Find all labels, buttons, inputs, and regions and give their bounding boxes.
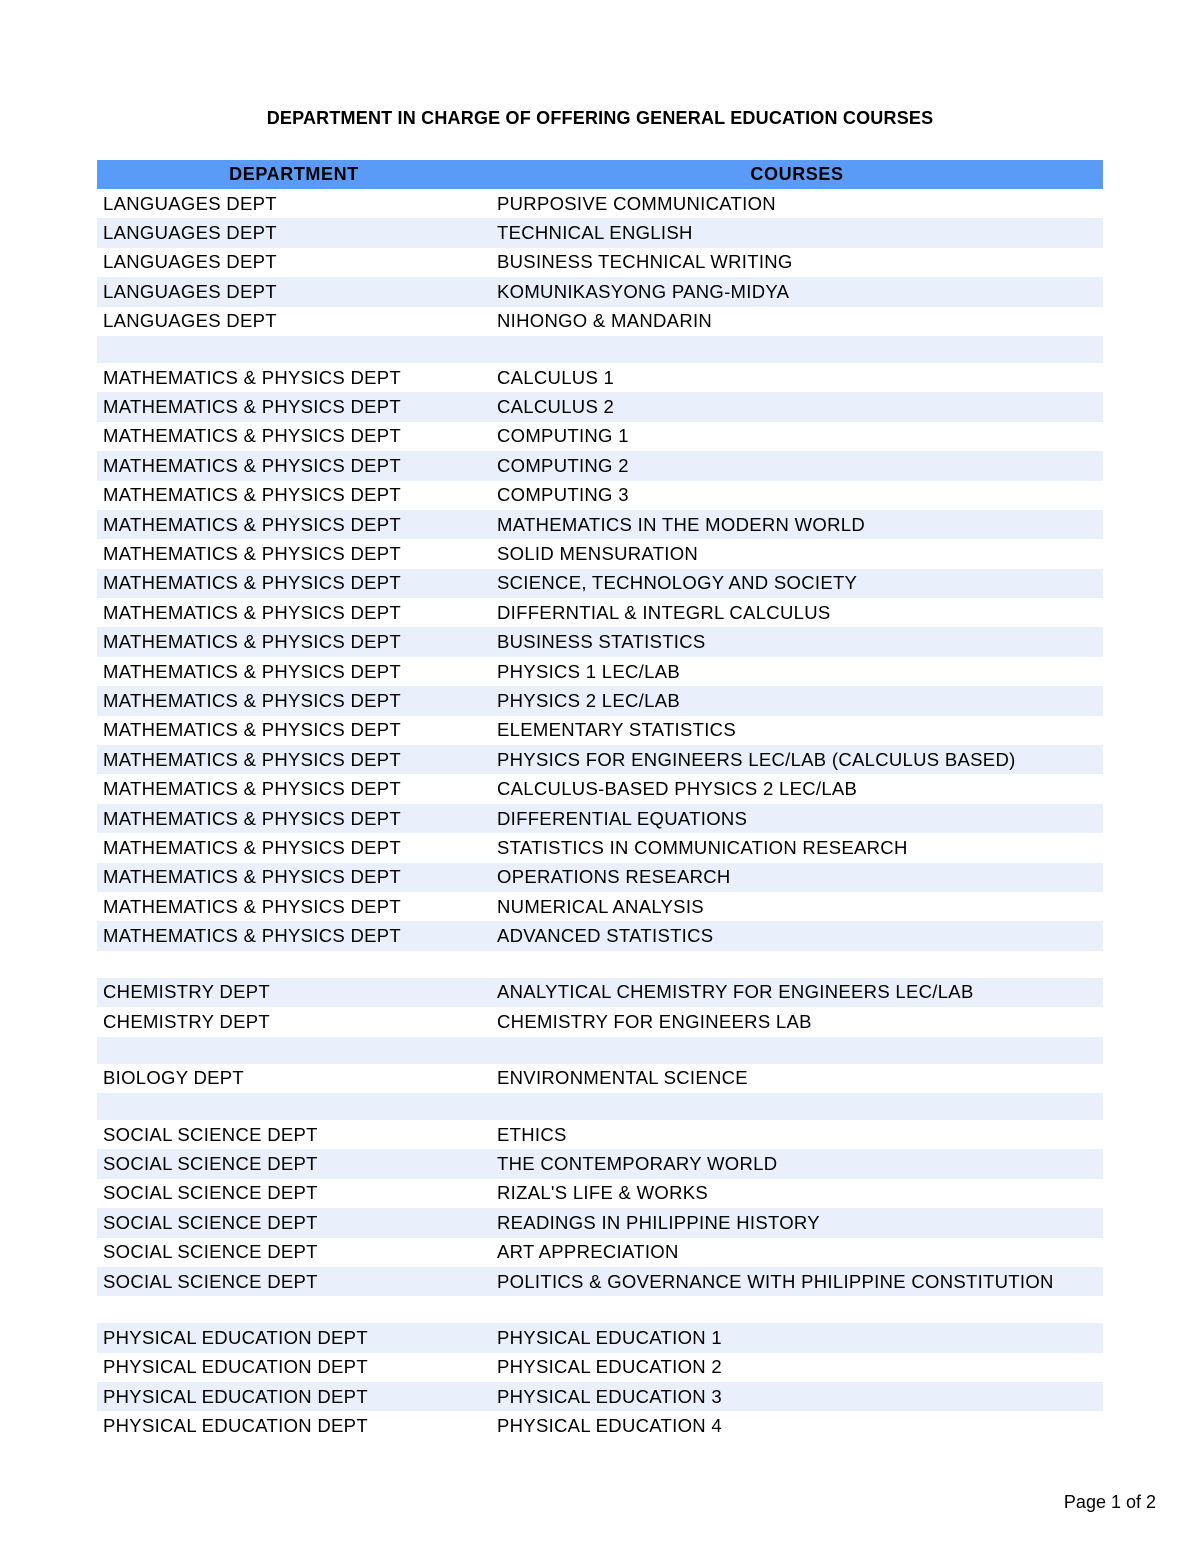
page-number: Page 1 of 2: [1063, 1492, 1156, 1512]
table-row: [97, 833, 1103, 862]
department-cell: MATHEMATICS & PHYSICS DEPT: [103, 513, 402, 535]
course-cell: PHYSICS FOR ENGINEERS LEC/LAB (CALCULUS BASED): [497, 748, 1016, 770]
table-row: [97, 774, 1103, 803]
table-header-row: [97, 160, 1103, 189]
course-cell: ADVANCED STATISTICS: [497, 925, 714, 947]
course-cell: PHYSICS 1 LEC/LAB: [497, 660, 680, 682]
department-cell: MATHEMATICS & PHYSICS DEPT: [103, 660, 402, 682]
table-row: [97, 716, 1103, 745]
table-row: [97, 422, 1103, 451]
department-cell: MATHEMATICS & PHYSICS DEPT: [103, 601, 402, 623]
department-cell: MATHEMATICS & PHYSICS DEPT: [103, 866, 402, 888]
course-cell: ENVIRONMENTAL SCIENCE: [497, 1067, 748, 1089]
department-cell: LANGUAGES DEPT: [103, 251, 277, 273]
header-courses: COURSES: [750, 164, 844, 184]
department-cell: SOCIAL SCIENCE DEPT: [103, 1182, 318, 1204]
course-cell: DIFFERNTIAL & INTEGRL CALCULUS: [497, 601, 831, 623]
table-row: [97, 1238, 1103, 1267]
department-cell: BIOLOGY DEPT: [103, 1067, 245, 1089]
course-cell: PHYSICAL EDUCATION 2: [497, 1356, 722, 1378]
department-cell: MATHEMATICS & PHYSICS DEPT: [103, 748, 402, 770]
department-cell: MATHEMATICS & PHYSICS DEPT: [103, 807, 402, 829]
table-row: [97, 1149, 1103, 1178]
table-row: [97, 1064, 1103, 1093]
course-cell: NUMERICAL ANALYSIS: [497, 895, 704, 917]
table-row: [97, 863, 1103, 892]
department-cell: SOCIAL SCIENCE DEPT: [103, 1211, 318, 1233]
course-cell: SOLID MENSURATION: [497, 542, 699, 564]
table-row: [97, 218, 1103, 247]
department-cell: MATHEMATICS & PHYSICS DEPT: [103, 895, 402, 917]
course-cell: ELEMENTARY STATISTICS: [497, 719, 736, 741]
course-cell: CALCULUS-BASED PHYSICS 2 LEC/LAB: [497, 778, 858, 800]
course-cell: COMPUTING 1: [497, 425, 629, 447]
course-cell: PHYSICAL EDUCATION 3: [497, 1385, 722, 1407]
department-cell: MATHEMATICS & PHYSICS DEPT: [103, 484, 402, 506]
course-cell: NIHONGO & MANDARIN: [497, 310, 713, 332]
course-cell: ETHICS: [497, 1123, 567, 1145]
department-cell: CHEMISTRY DEPT: [103, 981, 270, 1003]
course-cell: DIFFERENTIAL EQUATIONS: [497, 807, 748, 829]
department-cell: SOCIAL SCIENCE DEPT: [103, 1153, 318, 1175]
course-cell: THE CONTEMPORARY WORLD: [497, 1153, 778, 1175]
department-cell: PHYSICAL EDUCATION DEPT: [103, 1356, 368, 1378]
course-cell: STATISTICS IN COMMUNICATION RESEARCH: [497, 836, 908, 858]
table-row: [97, 1120, 1103, 1149]
table-row: [97, 1093, 1103, 1120]
header-department: DEPARTMENT: [229, 164, 359, 184]
course-cell: BUSINESS TECHNICAL WRITING: [497, 251, 793, 273]
table-row: [97, 745, 1103, 774]
table-row: [97, 569, 1103, 598]
document-title: DEPARTMENT IN CHARGE OF OFFERING GENERAL EDUCATION COURSES: [266, 108, 934, 128]
table-row: [97, 363, 1103, 392]
department-cell: PHYSICAL EDUCATION DEPT: [103, 1326, 368, 1348]
department-cell: LANGUAGES DEPT: [103, 222, 277, 244]
table-row: [97, 307, 1103, 336]
table-row: [97, 1007, 1103, 1036]
table-row: [97, 1267, 1103, 1296]
table-row: [97, 892, 1103, 921]
table-row: [97, 481, 1103, 510]
table-row: [97, 1323, 1103, 1352]
department-cell: MATHEMATICS & PHYSICS DEPT: [103, 925, 402, 947]
table-row: [97, 539, 1103, 568]
course-cell: READINGS IN PHILIPPINE HISTORY: [497, 1211, 820, 1233]
table-row: [97, 1208, 1103, 1237]
course-cell: CALCULUS 1: [497, 366, 615, 388]
course-cell: CHEMISTRY FOR ENGINEERS LAB: [497, 1010, 812, 1032]
course-cell: BUSINESS STATISTICS: [497, 631, 706, 653]
department-cell: LANGUAGES DEPT: [103, 280, 277, 302]
table-row: [97, 978, 1103, 1007]
department-cell: PHYSICAL EDUCATION DEPT: [103, 1415, 368, 1437]
course-cell: ART APPRECIATION: [497, 1241, 679, 1263]
table-row: [97, 1382, 1103, 1411]
department-cell: MATHEMATICS & PHYSICS DEPT: [103, 572, 402, 594]
table-row: [97, 951, 1103, 978]
department-cell: LANGUAGES DEPT: [103, 310, 277, 332]
department-cell: MATHEMATICS & PHYSICS DEPT: [103, 631, 402, 653]
course-cell: PHYSICS 2 LEC/LAB: [497, 689, 680, 711]
table-body: [97, 189, 1103, 1441]
department-cell: LANGUAGES DEPT: [103, 192, 277, 214]
course-cell: ANALYTICAL CHEMISTRY FOR ENGINEERS LEC/LAB: [497, 981, 974, 1003]
table-row: [97, 627, 1103, 656]
table-row: [97, 1353, 1103, 1382]
table-row: [97, 686, 1103, 715]
table-row: [97, 1179, 1103, 1208]
table-row: [97, 921, 1103, 950]
table-row: [97, 1411, 1103, 1440]
table-row: [97, 451, 1103, 480]
course-cell: RIZAL'S LIFE & WORKS: [497, 1182, 709, 1204]
course-cell: TECHNICAL ENGLISH: [497, 222, 693, 244]
table-row: [97, 598, 1103, 627]
department-cell: MATHEMATICS & PHYSICS DEPT: [103, 454, 402, 476]
course-cell: CALCULUS 2: [497, 396, 615, 418]
course-cell: MATHEMATICS IN THE MODERN WORLD: [497, 513, 865, 535]
department-cell: MATHEMATICS & PHYSICS DEPT: [103, 836, 402, 858]
course-cell: OPERATIONS RESEARCH: [497, 866, 731, 888]
course-cell: PHYSICAL EDUCATION 1: [497, 1326, 722, 1348]
course-cell: POLITICS & GOVERNANCE WITH PHILIPPINE CONSTITUTION: [497, 1270, 1054, 1292]
course-cell: COMPUTING 3: [497, 484, 629, 506]
department-cell: SOCIAL SCIENCE DEPT: [103, 1123, 318, 1145]
department-cell: CHEMISTRY DEPT: [103, 1010, 270, 1032]
table-row: [97, 277, 1103, 306]
course-cell: PURPOSIVE COMMUNICATION: [497, 192, 776, 214]
course-cell: SCIENCE, TECHNOLOGY AND SOCIETY: [497, 572, 858, 594]
table-row: [97, 189, 1103, 218]
course-cell: KOMUNIKASYONG PANG-MIDYA: [497, 280, 790, 302]
department-cell: MATHEMATICS & PHYSICS DEPT: [103, 396, 402, 418]
department-cell: PHYSICAL EDUCATION DEPT: [103, 1385, 368, 1407]
department-cell: SOCIAL SCIENCE DEPT: [103, 1270, 318, 1292]
table-row: [97, 248, 1103, 277]
table-row: [97, 392, 1103, 421]
table-row: [97, 510, 1103, 539]
department-cell: MATHEMATICS & PHYSICS DEPT: [103, 425, 402, 447]
table-row: [97, 804, 1103, 833]
department-cell: MATHEMATICS & PHYSICS DEPT: [103, 719, 402, 741]
department-cell: MATHEMATICS & PHYSICS DEPT: [103, 778, 402, 800]
table-row: [97, 657, 1103, 686]
courses-table: [97, 160, 1103, 1441]
table-row: [97, 1296, 1103, 1323]
table-row: [97, 336, 1103, 363]
course-cell: COMPUTING 2: [497, 454, 629, 476]
department-cell: MATHEMATICS & PHYSICS DEPT: [103, 366, 402, 388]
course-cell: PHYSICAL EDUCATION 4: [497, 1415, 722, 1437]
department-cell: SOCIAL SCIENCE DEPT: [103, 1241, 318, 1263]
department-cell: MATHEMATICS & PHYSICS DEPT: [103, 689, 402, 711]
table-row: [97, 1037, 1103, 1064]
department-cell: MATHEMATICS & PHYSICS DEPT: [103, 542, 402, 564]
